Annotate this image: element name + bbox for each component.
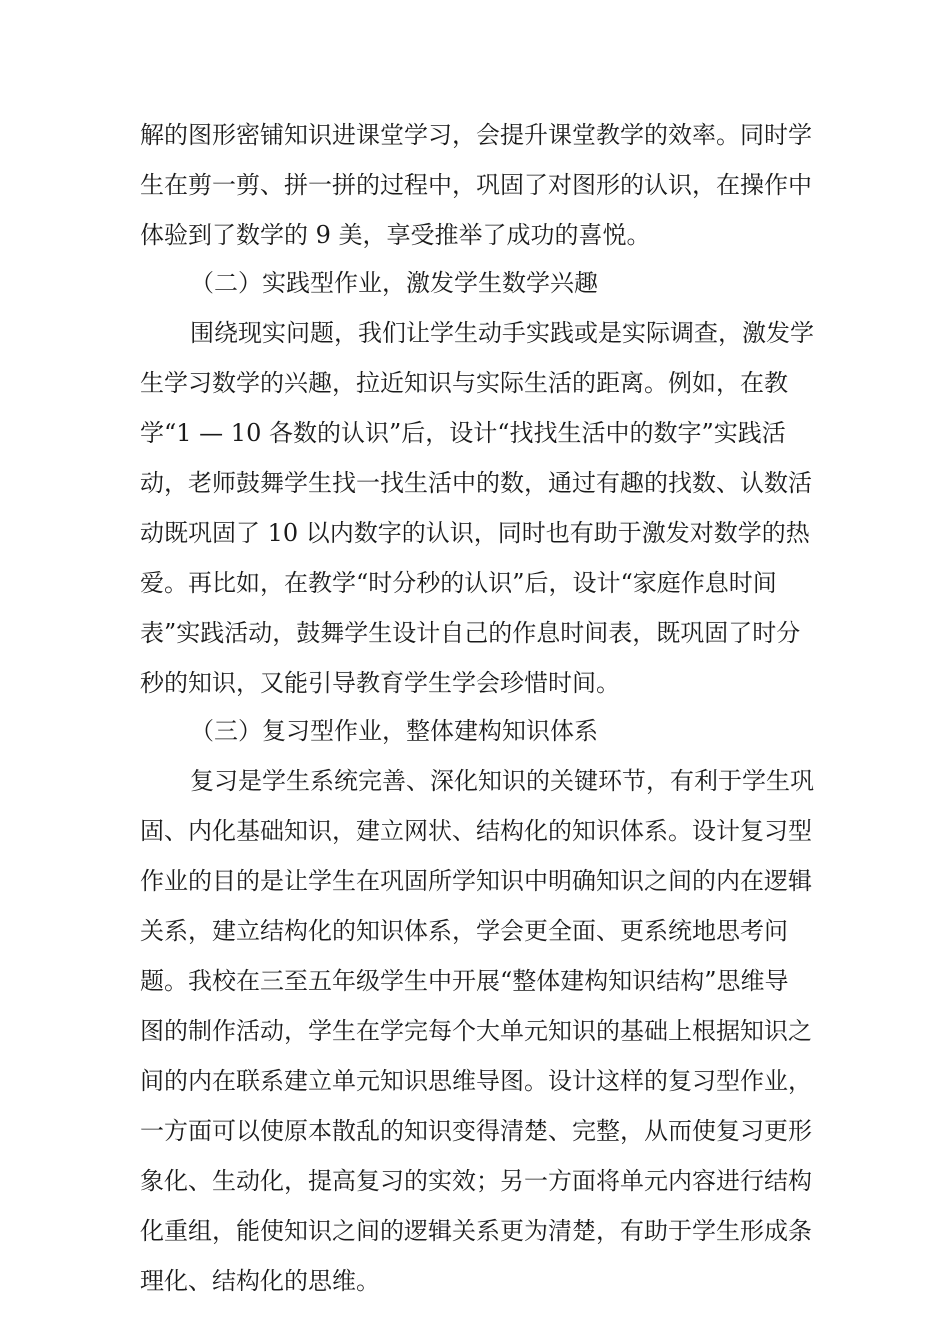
paragraph-line: 图的制作活动，学生在学完每个大单元知识的基础上根据知识之: [140, 1017, 812, 1045]
paragraph-line: 解的图形密铺知识进课堂学习，会提升课堂教学的效率。同时学: [140, 121, 812, 149]
paragraph-line: 爱。再比如，在教学“时分秒的认识”后，设计“家庭作息时间: [140, 569, 777, 597]
paragraph-line: 生在剪一剪、拼一拼的过程中，巩固了对图形的认识，在操作中: [140, 171, 812, 199]
section-heading: （二）实践型作业，激发学生数学兴趣: [190, 269, 598, 297]
paragraph-line: 固、内化基础知识，建立网状、结构化的知识体系。设计复习型: [140, 817, 812, 845]
paragraph-line: 表”实践活动，鼓舞学生设计自己的作息时间表，既巩固了时分: [140, 619, 801, 647]
paragraph-line: 化重组，能使知识之间的逻辑关系更为清楚，有助于学生形成条: [140, 1217, 812, 1245]
paragraph-line: 一方面可以使原本散乱的知识变得清楚、完整，从而使复习更形: [140, 1117, 812, 1145]
paragraph-line: 体验到了数学的 9 美，享受推举了成功的喜悦。: [140, 221, 651, 249]
section-heading: （三）复习型作业，整体建构知识体系: [190, 717, 598, 745]
paragraph-line: 围绕现实问题，我们让学生动手实践或是实际调查，激发学: [190, 319, 814, 347]
paragraph-line: 动既巩固了 10 以内数字的认识，同时也有助于激发对数学的热: [140, 519, 810, 547]
paragraph-line: 生学习数学的兴趣，拉近知识与实际生活的距离。例如，在教: [140, 369, 788, 397]
paragraph-line: 动，老师鼓舞学生找一找生活中的数，通过有趣的找数、认数活: [140, 469, 812, 497]
paragraph-line: 作业的目的是让学生在巩固所学知识中明确知识之间的内在逻辑: [140, 867, 812, 895]
paragraph-line: 复习是学生系统完善、深化知识的关键环节，有利于学生巩: [190, 767, 814, 795]
paragraph-line: 关系，建立结构化的知识体系，学会更全面、更系统地思考问: [140, 917, 788, 945]
paragraph-line: 学“1 — 10 各数的认识”后，设计“找找生活中的数字”实践活: [140, 419, 786, 447]
paragraph-line: 题。我校在三至五年级学生中开展“整体建构知识结构”思维导: [140, 967, 789, 995]
paragraph-line: 象化、生动化，提高复习的实效；另一方面将单元内容进行结构: [140, 1167, 812, 1195]
paragraph-line: 秒的知识，又能引导教育学生学会珍惜时间。: [140, 669, 620, 697]
paragraph-line: 间的内在联系建立单元知识思维导图。设计这样的复习型作业，: [140, 1067, 812, 1095]
paragraph-line: 理化、结构化的思维。: [140, 1267, 380, 1295]
